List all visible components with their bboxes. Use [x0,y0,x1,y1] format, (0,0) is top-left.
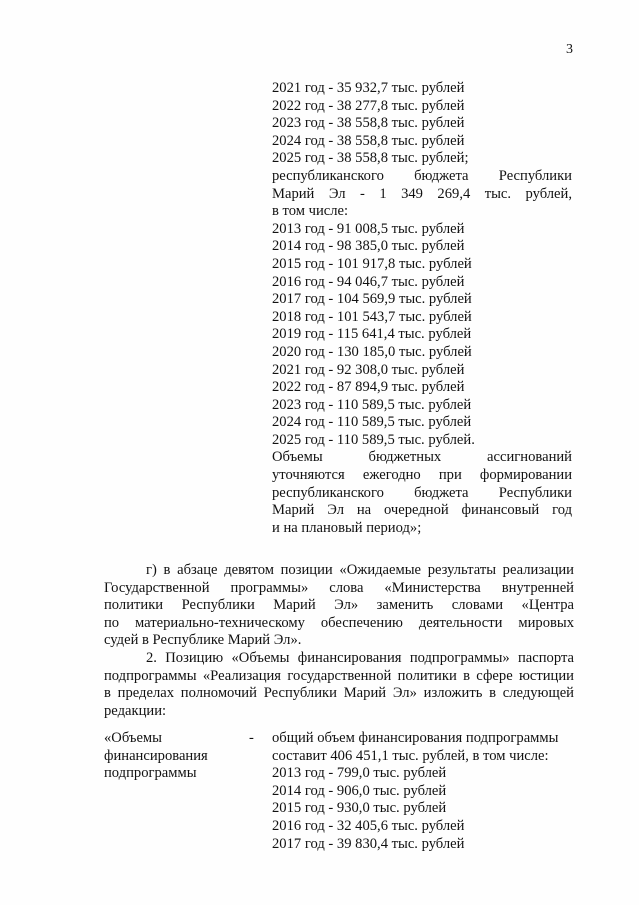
year-line: 2020 год - 130 185,0 тыс. рублей [272,343,472,360]
paragraph-line: 2. Позицию «Объемы финансирования подпрограммы» паспорта [146,650,574,666]
year-line: 2015 год - 930,0 тыс. рублей [272,800,447,817]
label-line: «Объемы [104,730,162,746]
year-line: 2014 год - 98 385,0 тыс. рублей [272,238,465,255]
year-line: 2013 год - 799,0 тыс. рублей [272,765,447,782]
note-line: и на плановый период»; [272,519,422,536]
paragraph-line: в пределах полномочий Республики Марий Эл» изложить в следующей [104,685,574,702]
year-line: 2013 год - 91 008,5 тыс. рублей [272,220,465,237]
note-line: Объемы бюджетных ассигнований [272,449,572,466]
year-line: 2023 год - 38 558,8 тыс. рублей [272,115,465,132]
funding-years-list [272,80,572,537]
year-line: 2025 год - 110 589,5 тыс. рублей. [272,431,475,448]
note-line: Марий Эл на очередной финансовый год [272,502,572,519]
note-line: республиканского бюджета Республики [272,484,572,501]
paragraph-line: редакции: [104,702,167,719]
year-line: 2025 год - 38 558,8 тыс. рублей; [272,150,469,167]
year-line: 2015 год - 101 917,8 тыс. рублей [272,255,472,272]
page-number: 3 [566,42,573,57]
republic-budget-line: республиканского бюджета Республики [272,167,572,184]
year-line: 2023 год - 110 589,5 тыс. рублей [272,396,472,413]
financing-values [272,730,572,853]
paragraph-line: по материально-техническому обеспечению деятельности мировых [104,614,574,631]
year-line: 2021 год - 92 308,0 тыс. рублей [272,361,465,378]
paragraph-2 [104,650,574,720]
separator-dash: - [249,730,254,746]
label-line: подпрограммы [104,765,197,782]
year-line: 2018 год - 101 543,7 тыс. рублей [272,308,472,325]
year-line: 2022 год - 87 894,9 тыс. рублей [272,379,465,396]
paragraph-line: судей в Республике Марий Эл». [104,632,302,649]
paragraph-line: Государственной программы» слова «Министерства внутренней [104,579,574,596]
paragraph-line: г) в абзаце девятом позиции «Ожидаемые результаты реализации [146,562,574,578]
year-line: 2017 год - 39 830,4 тыс. рублей [272,835,465,852]
year-line: 2016 год - 32 405,6 тыс. рублей [272,817,465,834]
year-line: 2016 год - 94 046,7 тыс. рублей [272,273,465,290]
year-line: 2022 год - 38 277,8 тыс. рублей [272,97,465,114]
including-line: в том числе: [272,203,349,220]
year-line: 2017 год - 104 569,9 тыс. рублей [272,291,472,308]
value-line: общий объем финансирования подпрограммы [272,730,559,746]
year-line: 2021 год - 35 932,7 тыс. рублей [272,80,465,96]
note-line: уточняются ежегодно при формировании [272,467,572,484]
label-line: финансирования [104,747,208,764]
paragraph-line: подпрограммы «Реализация государственной политики в сфере юстиции [104,667,574,684]
year-line: 2014 год - 906,0 тыс. рублей [272,782,447,799]
year-line: 2024 год - 38 558,8 тыс. рублей [272,132,465,149]
republic-budget-line: Марий Эл - 1 349 269,4 тыс. рублей, [272,185,572,202]
year-line: 2024 год - 110 589,5 тыс. рублей [272,414,472,431]
paragraph-line: политики Республики Марий Эл» заменить словами «Центра [104,597,574,614]
financing-label [104,730,208,783]
paragraph-g [104,562,574,650]
year-line: 2019 год - 115 641,4 тыс. рублей [272,326,472,343]
value-line: составит 406 451,1 тыс. рублей, в том числе: [272,747,549,764]
